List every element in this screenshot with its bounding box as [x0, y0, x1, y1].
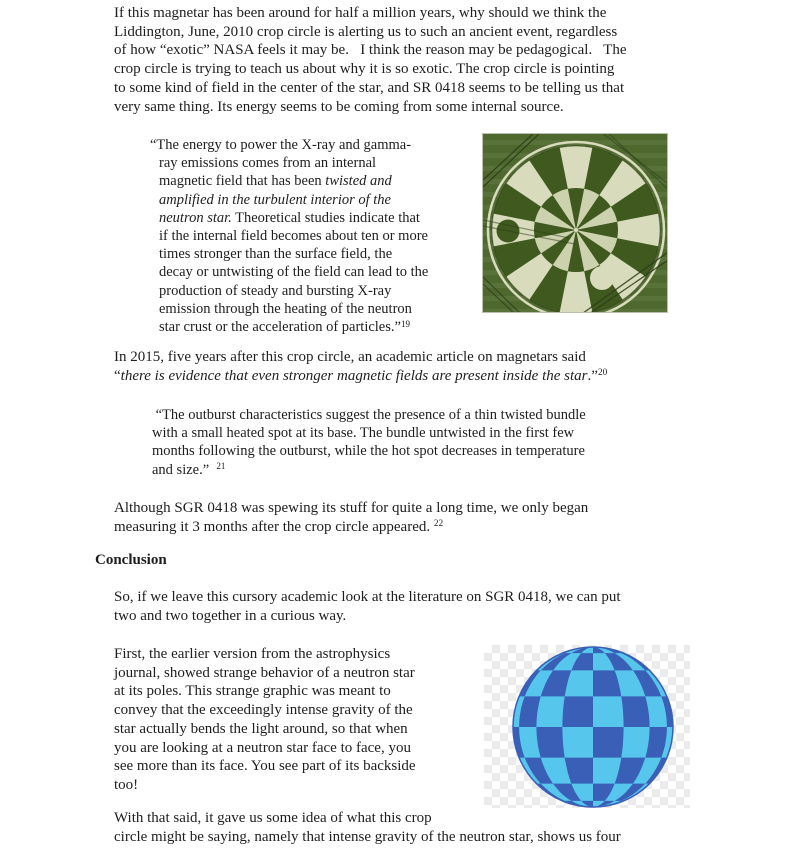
paragraph-although: Although SGR 0418 was spewing its stuff for quite a long time, we only began measuring it 3 months after the crop circle appeared. $^{22}$	[114, 500, 589, 535]
paragraph-so-if: So, if we leave this cursory academic look at the literature on SGR 0418, we can put two and two together in a curious way.	[114, 589, 621, 624]
paragraph-first-version: First, the earlier version from the astrophysics journal, showed strange behavior of a neutron star at its poles. This strange graphic was meant to convey that the exceedingly intense gravity of the star actually bends the light around, so that when you are looking at a neutron star face to face, you see more than its face. You see part of its backside too!	[114, 646, 416, 793]
conclusion-heading: Conclusion	[95, 552, 167, 568]
neutron-star-sphere-graphic	[484, 645, 690, 808]
blockquote-outburst: “The outburst characteristics suggest the presence of a thin twisted bundle with a small heated spot at its base. The bundle untwisted in the first few months following the outburst, while the hot spot decreases in temperature and size.” $^{21}$	[152, 407, 586, 478]
paragraph-with-that: With that said, it gave us some idea of what this crop circle might be saying, namely that intense gravity of the neutron star, shows us four	[114, 810, 621, 845]
blockquote-energy: “The energy to power the X-ray and gamma- ray emissions comes from an internal magnetic field that has been twisted and amplified in the turbulent interior of the neutron star. Theoretical studies indicate that if the internal field becomes about ten or more times stronger than the surface field, the decay or untwisting of the field can lead to the production of steady and bursting X-ray emission through the heating of the neutron star crust or the acceleration of particles.”$^{19}$	[150, 137, 429, 336]
crop-circle-photo	[482, 133, 668, 313]
paragraph-in-2015: In 2015, five years after this crop circle, an academic article on magnetars said “there is evidence that even stronger magnetic fields are present inside the star.”$^{20}$	[114, 349, 608, 384]
paragraph-intro: If this magnetar has been around for half a million years, why should we think the Liddington, June, 2010 crop circle is alerting us to such an ancient event, regardless of how “exotic” NASA feels it may be. I think the reason may be pedagogical. The crop circle is trying to teach us about why it is so exotic. The crop circle is pointing to some kind of field in the center of the star, and SR 0418 seems to be telling us that very same thing. Its energy seems to be coming from some internal source.	[114, 5, 627, 115]
